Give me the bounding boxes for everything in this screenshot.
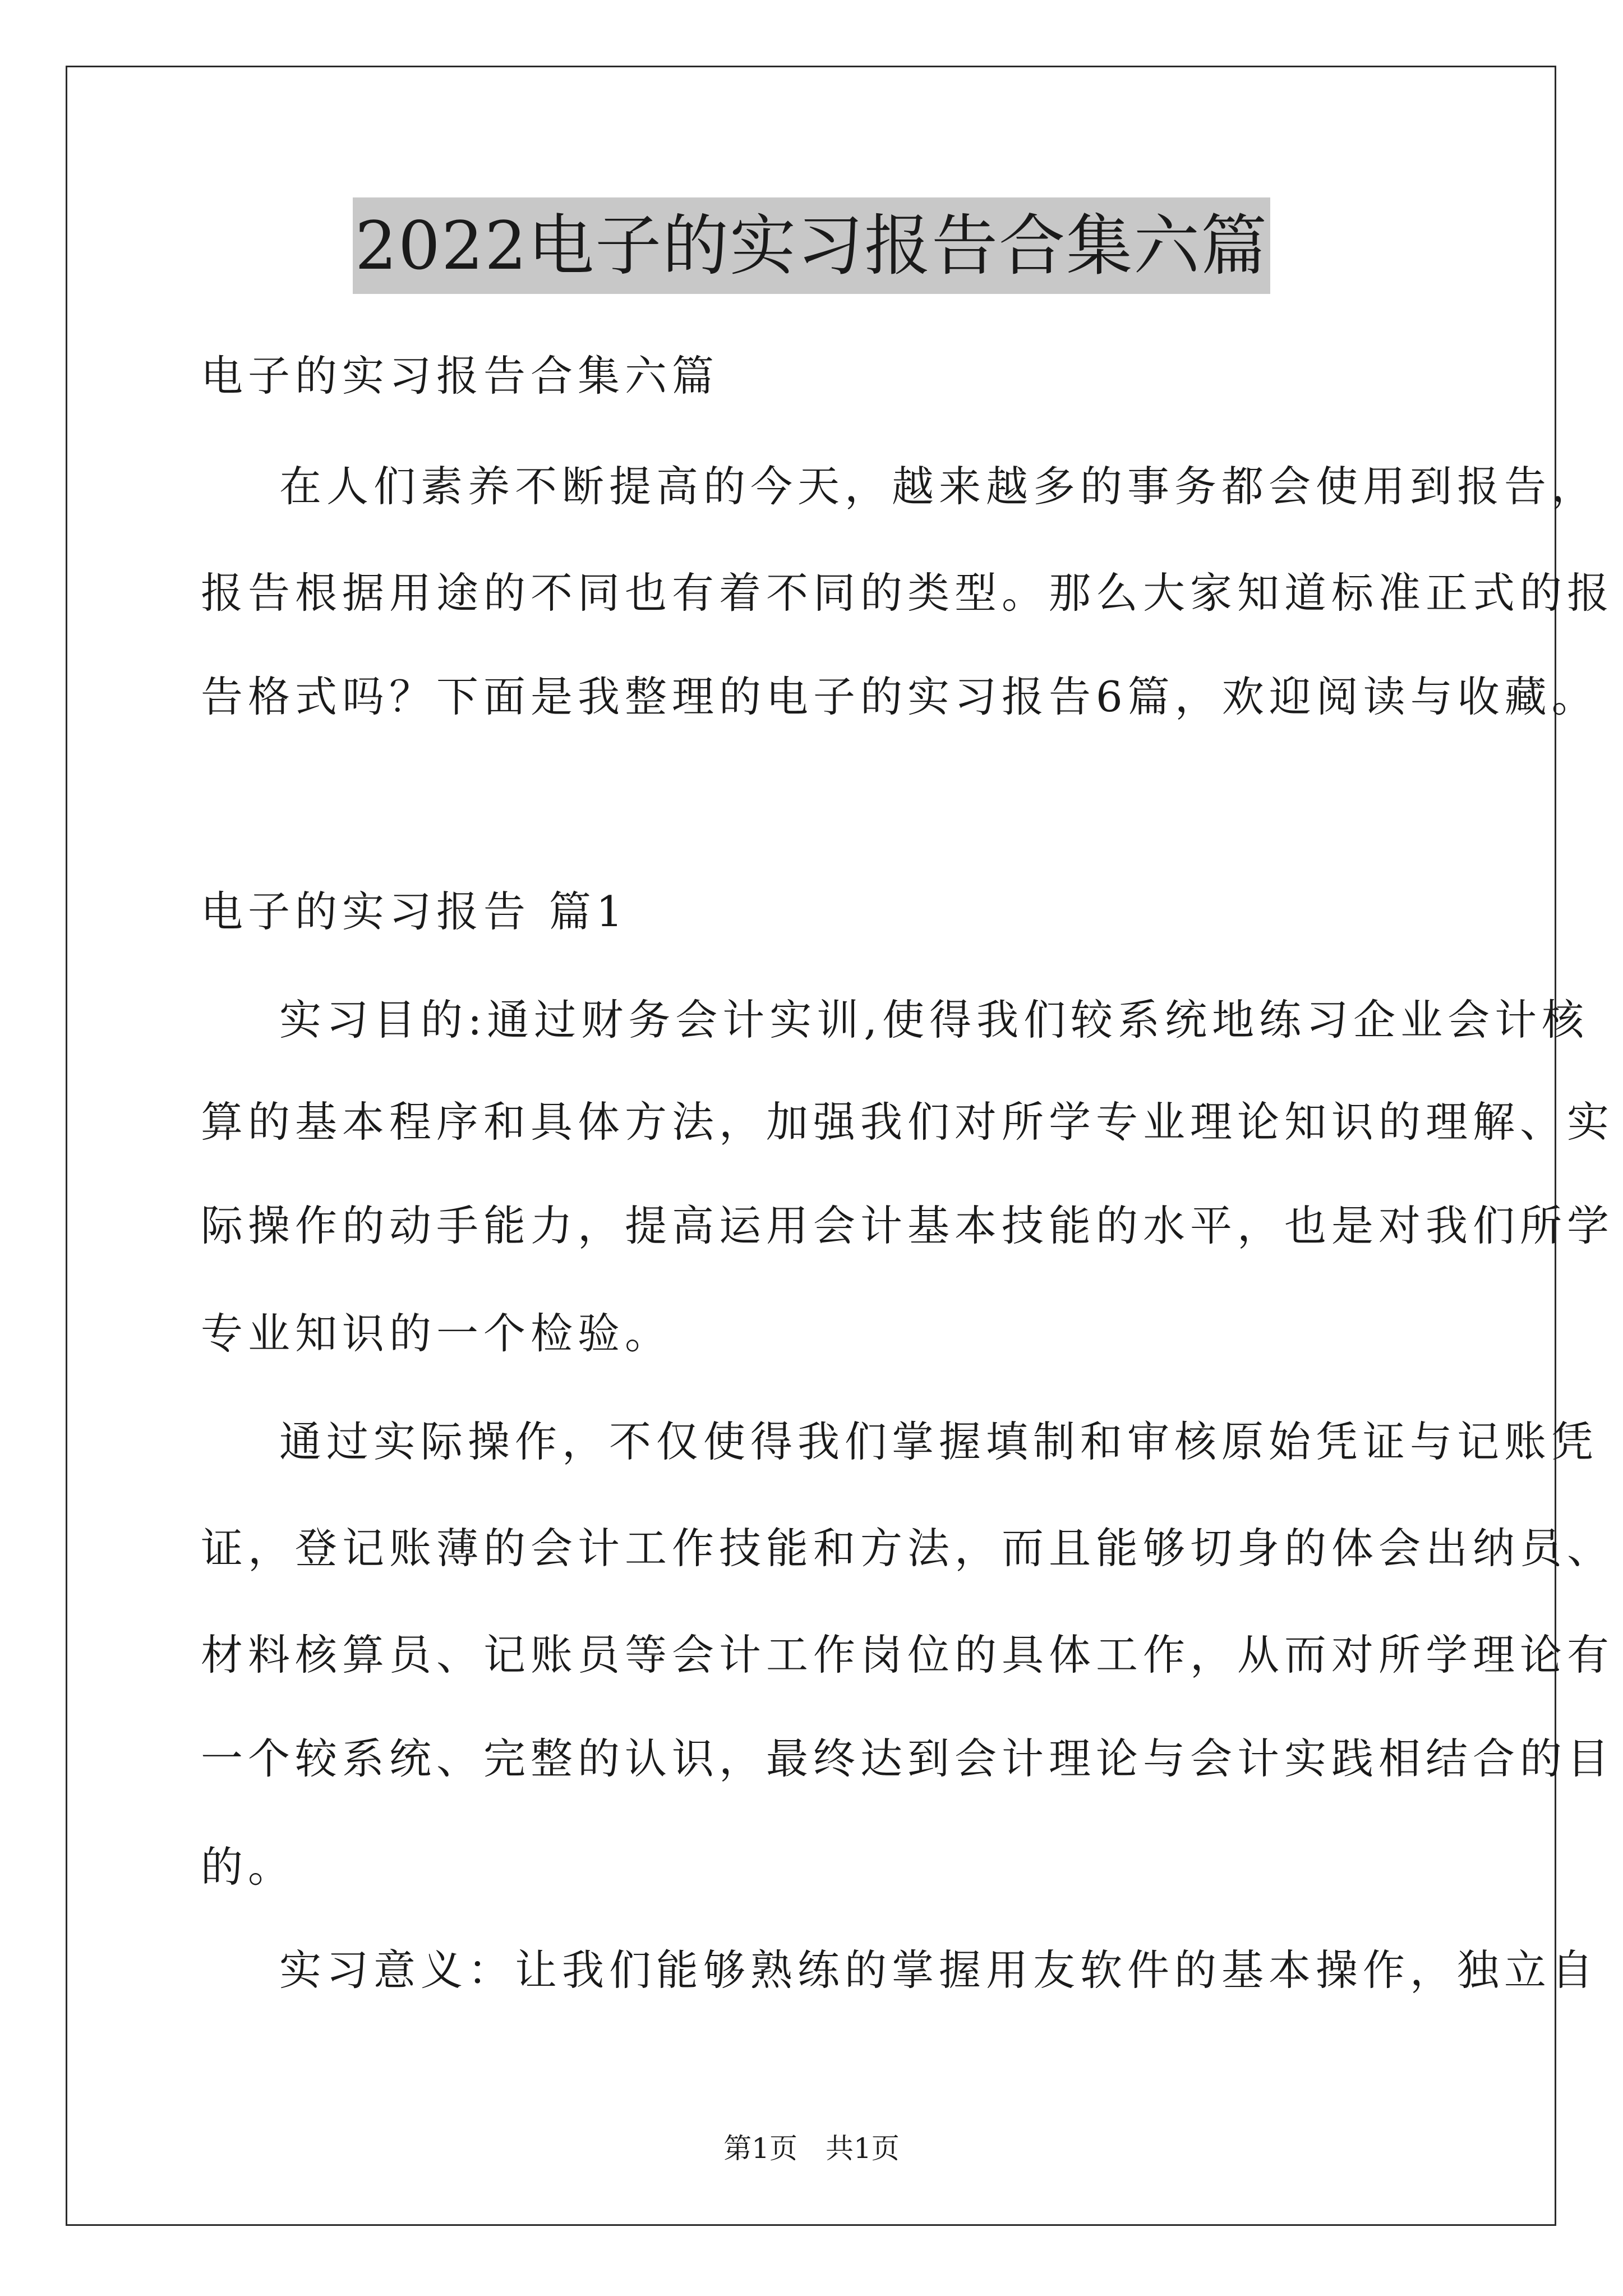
document-subtitle: 电子的实习报告合集六篇 [201,351,720,401]
intro-line: 告格式吗？下面是我整理的电子的实习报告6篇，欢迎阅读与收藏。 [201,672,1599,721]
title-container [0,197,1623,294]
paragraph-line: 证，登记账薄的会计工作技能和方法，而且能够切身的体会出纳员、 [201,1524,1615,1573]
paragraph-line: 实习意义：让我们能够熟练的掌握用友软件的基本操作，独立自 [279,1945,1599,1995]
paragraph-line: 专业知识的一个检验。 [201,1309,672,1358]
paragraph-line: 际操作的动手能力，提高运用会计基本技能的水平，也是对我们所学 [201,1201,1615,1250]
intro-line: 在人们素养不断提高的今天，越来越多的事务都会使用到报告， [279,462,1599,511]
intro-line: 报告根据用途的不同也有着不同的类型。那么大家知道标准正式的报 [201,568,1615,618]
document-title: 2022电子的实习报告合集六篇 [353,197,1270,294]
page-number: 第1页 共1页 [723,2132,900,2165]
paragraph-line: 算的基本程序和具体方法，加强我们对所学专业理论知识的理解、实 [201,1097,1615,1147]
paragraph-line: 一个较系统、完整的认识，最终达到会计理论与会计实践相结合的目 [201,1734,1615,1783]
paragraph-line: 实习目的:通过财务会计实训,使得我们较系统地练习企业会计核 [279,995,1589,1045]
paragraph-line: 通过实际操作，不仅使得我们掌握填制和审核原始凭证与记账凭 [279,1417,1599,1466]
paragraph-line: 的。 [201,1842,296,1892]
paragraph-line: 材料核算员、记账员等会计工作岗位的具体工作，从而对所学理论有 [201,1630,1615,1680]
section-heading: 电子的实习报告 篇1 [201,887,628,936]
